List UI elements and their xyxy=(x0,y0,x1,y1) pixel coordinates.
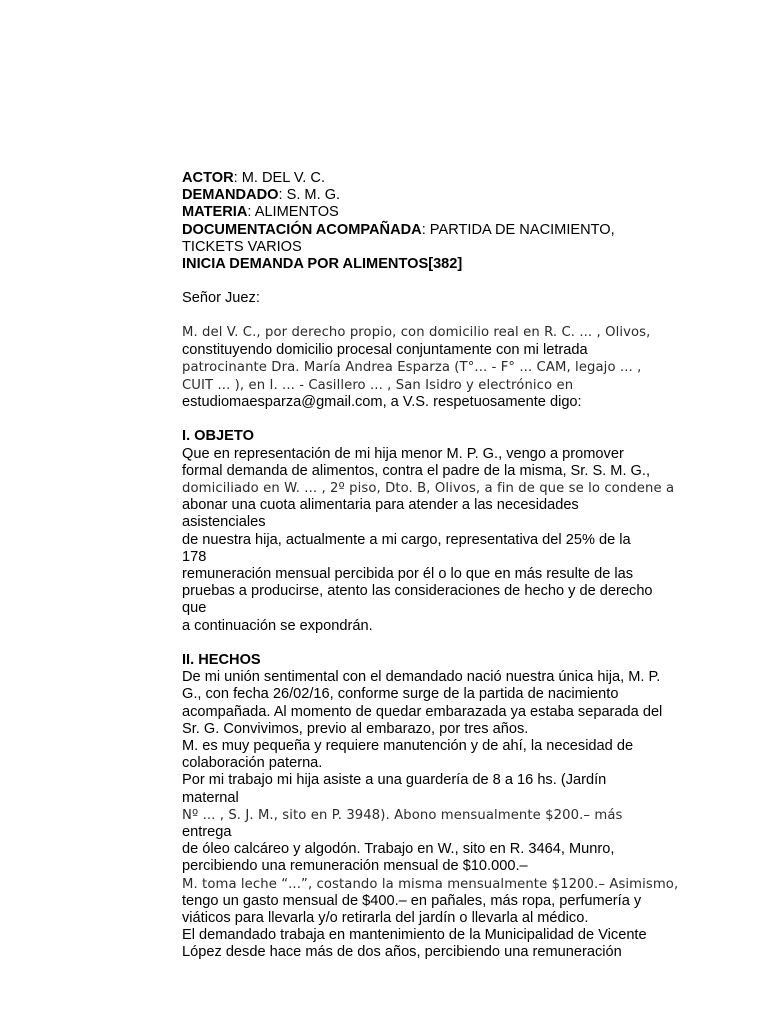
paragraph-line: domiciliado en W. ... , 2º piso, Dto. B, Olivos, a fin de que se lo condene a xyxy=(182,481,675,497)
intro-line: estudiomaesparza@gmail.com, a V.S. respetuosamente digo: xyxy=(182,394,582,411)
paragraph-line: Por mi trabajo mi hija asiste a una guardería de 8 a 16 hs. (Jardín xyxy=(182,772,607,789)
paragraph-line: G., con fecha 26/02/16, conforme surge de la partida de nacimiento xyxy=(182,686,619,703)
paragraph-line: Sr. G. Convivimos, previo al embarazo, por tres años. xyxy=(182,720,529,737)
section-number: II xyxy=(182,651,191,668)
section-title: . OBJETO xyxy=(186,428,254,445)
paragraph-line: El demandado trabaja en mantenimiento de la Municipalidad de Vicente xyxy=(182,927,647,944)
paragraph-line: formal demanda de alimentos, contra el padre de la misma, Sr. S. M. G., xyxy=(182,462,651,479)
intro-line: constituyendo domicilio procesal conjuntamente con mi letrada xyxy=(182,341,588,358)
spacer xyxy=(182,411,730,428)
paragraph-line: abonar una cuota alimentaria para atender a las necesidades xyxy=(182,497,579,514)
paragraph-line: asistenciales xyxy=(182,514,266,531)
section-number: I xyxy=(182,428,187,445)
salutation: Señor Juez: xyxy=(182,290,260,307)
demandado-value: : S. M. G. xyxy=(278,187,341,204)
paragraph-line: 178 xyxy=(182,548,207,565)
documentacion-value-2: TICKETS VARIOS xyxy=(182,238,302,255)
paragraph-line: De mi unión sentimental con el demandado nació nuestra única hija, M. P. xyxy=(182,669,661,686)
intro-line: M. del V. C., por derecho propio, con domicilio real en R. C. ... , Olivos, xyxy=(182,325,651,341)
actor-value: : M. DEL V. C. xyxy=(233,170,325,186)
paragraph-line: de óleo calcáreo y algodón. Trabajo en W., sito en R. 3464, Munro, xyxy=(182,841,615,858)
materia-line xyxy=(182,204,730,221)
document-title-text: INICIA DEMANDA POR ALIMENTOS[382] xyxy=(182,256,463,273)
intro-paragraph xyxy=(182,324,730,411)
document-page xyxy=(182,170,730,962)
paragraph-line: M. es muy pequeña y requiere manutención y de ahí, la necesidad de xyxy=(182,737,634,754)
objeto-paragraph xyxy=(182,446,730,635)
paragraph-line: tengo un gasto mensual de $400.– en pañales, más ropa, perfumería y xyxy=(182,892,642,909)
paragraph-line: López desde hace más de dos años, percibiendo una remuneración xyxy=(182,944,622,961)
spacer xyxy=(182,273,730,290)
documentacion-line xyxy=(182,222,730,239)
paragraph-line: percibiendo una remuneración mensual de $10.000.– xyxy=(182,858,528,875)
paragraph-line: M. toma leche “...”, costando la misma mensualmente $1200.– Asimismo, xyxy=(182,876,679,892)
demandado-label: DEMANDADO xyxy=(182,187,279,204)
actor-label: ACTOR xyxy=(182,170,234,186)
materia-value: : ALIMENTOS xyxy=(247,204,339,221)
paragraph-line: a continuación se expondrán. xyxy=(182,617,373,634)
materia-label: MATERIA xyxy=(182,204,248,221)
intro-line: CUIT ... ), en I. ... - Casillero ... , San Isidro y electrónico en xyxy=(182,377,574,393)
documentacion-label: DOCUMENTACIÓN ACOMPAÑADA xyxy=(182,221,422,238)
actor-line xyxy=(182,170,730,187)
spacer xyxy=(182,307,730,324)
paragraph-line: viáticos para llevarla y/o retirarla del jardín o llevarla al médico. xyxy=(182,909,589,926)
section-heading-objeto xyxy=(182,428,730,445)
paragraph-line: maternal xyxy=(182,789,239,806)
paragraph-line: Nº ... , S. J. M., sito en P. 3948). Abono mensualmente $200.– más xyxy=(182,807,623,823)
section-title: . HECHOS xyxy=(190,651,261,668)
paragraph-line: acompañada. Al momento de quedar embarazada ya estaba separada del xyxy=(182,703,663,720)
paragraph-line: de nuestra hija, actualmente a mi cargo, representativa del 25% de la xyxy=(182,531,631,548)
demandado-line xyxy=(182,187,730,204)
paragraph-line: colaboración paterna. xyxy=(182,755,323,772)
paragraph-line: pruebas a producirse, atento las consideraciones de hecho y de derecho xyxy=(182,583,653,600)
hechos-paragraph xyxy=(182,669,730,961)
paragraph-line: que xyxy=(182,600,207,617)
documentacion-value: : PARTIDA DE NACIMIENTO, xyxy=(421,221,615,238)
section-heading-hechos xyxy=(182,652,730,669)
paragraph-line: Que en representación de mi hija menor M. P. G., vengo a promover xyxy=(182,445,624,462)
paragraph-line: entrega xyxy=(182,823,232,840)
spacer xyxy=(182,635,730,652)
document-title xyxy=(182,256,730,273)
intro-line: patrocinante Dra. María Andrea Esparza (T°... - F° ... CAM, legajo ... , xyxy=(182,360,642,376)
paragraph-line: remuneración mensual percibida por él o lo que en más resulte de las xyxy=(182,566,634,583)
